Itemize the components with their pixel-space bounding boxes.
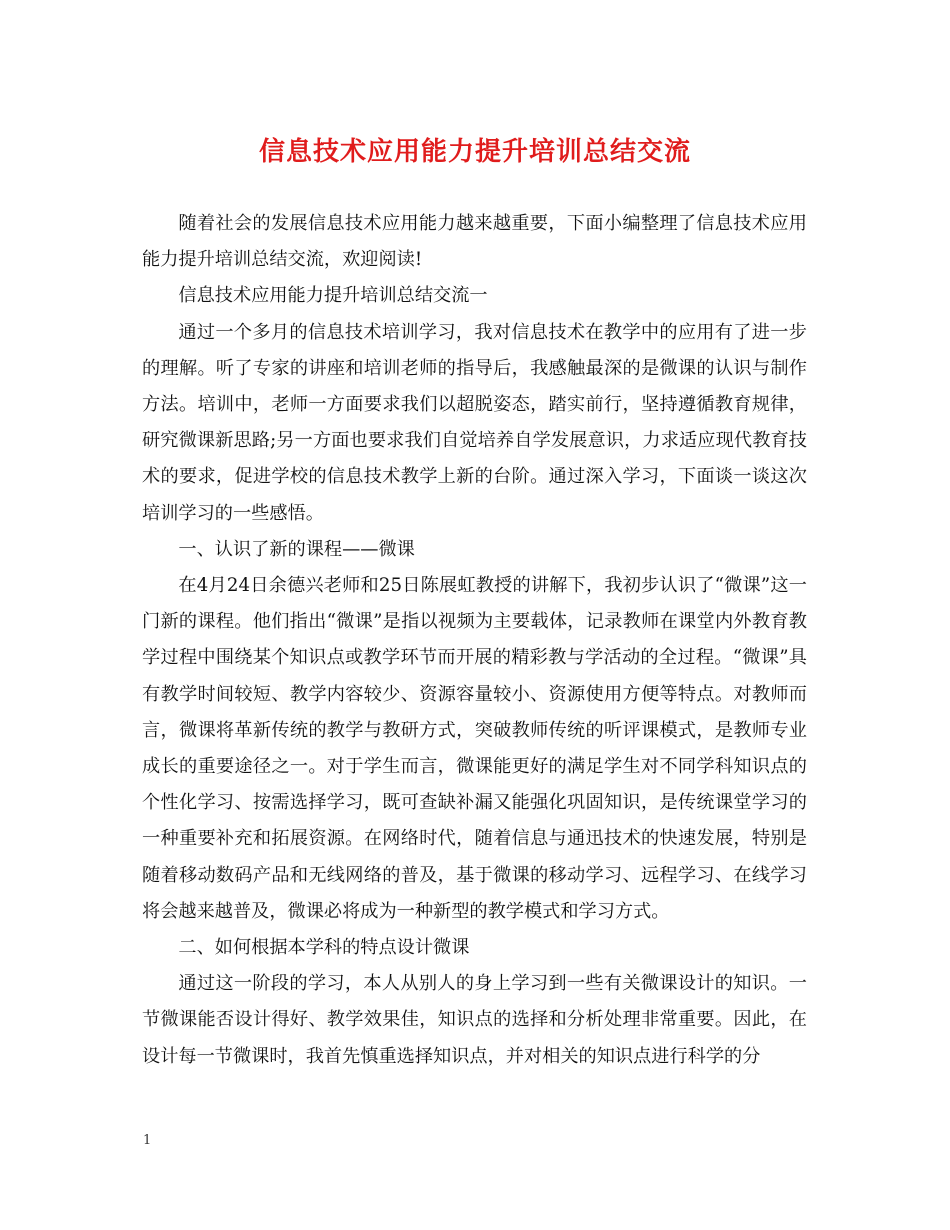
section-heading-design: 二、如何根据本学科的特点设计微课 [178,937,470,959]
section-heading-micro-course: 一、认识了新的课程——微课 [178,538,415,560]
paragraph-design: 通过这一阶段的学习，本人从别人的身上学习到一些有关微课设计的知识。一节微课能否设计得好、教学效果佳，知识点的选择和分析处理非常重要。因此，在设计每一节微课时，我首先慎重选择知识点，并对相关的知识点进行科学的分 [142,973,807,1067]
document-title: 信息技术应用能力提升培训总结交流 [258,137,691,167]
page-number: 1 [143,1133,152,1148]
paragraph-intro: 随着社会的发展信息技术应用能力越来越重要，下面小编整理了信息技术应用能力提升培训总结交流，欢迎阅读! [142,213,807,271]
paragraph-micro-course-definition: 在4月24日余德兴老师和25日陈展虹教授的讲解下，我初步认识了“微课”这一门新的课程。他们指出“微课”是指以视频为主要载体，记录教师在课堂内外教育教学过程中围绕某个知识点或教学环节而开展的精彩教与学活动的全过程。“微课”具有教学时间较短、教学内容较少、资源容量较小、资源使用方便等特点。对教师而言，微课将革新传统的教学与教研方式，突破教师传统的听评课模式，是教师专业成长的重要途径之一。对于学生而言，微课能更好的满足学生对不同学科知识点的个性化学习、按需选择学习，既可查缺补漏又能强化巩固知识，是传统课堂学习的一种重要补充和拓展资源。在网络时代，随着信息与通迅技术的快速发展，特别是随着移动数码产品和无线网络的普及，基于微课的移动学习、远程学习、在线学习将会越来越普及，微课必将成为一种新型的教学模式和学习方式。 [142,575,807,922]
section-heading-part-one: 信息技术应用能力提升培训总结交流一 [178,285,488,307]
paragraph-training-overview: 通过一个多月的信息技术培训学习，我对信息技术在教学中的应用有了进一步的理解。听了专家的讲座和培训老师的指导后，我感触最深的是微课的认识与制作方法。培训中，老师一方面要求我们以超脱姿态，踏实前行，坚持遵循教育规律，研究微课新思路;另一方面也要求我们自觉培养自学发展意识，力求适应现代教育技术的要求，促进学校的信息技术教学上新的台阶。通过深入学习，下面谈一谈这次培训学习的一些感悟。 [142,321,807,524]
document-body [142,206,807,1075]
